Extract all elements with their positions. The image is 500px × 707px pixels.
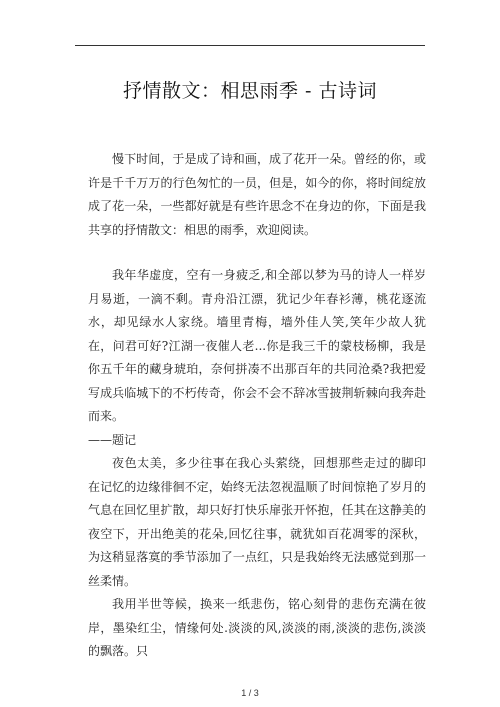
body-paragraph: 我用半世等候，换来一纸悲伤，铭心刻骨的悲伤充满在彼岸，墨染红尘，情缘何处.淡淡的风,淡淡的雨,淡淡的悲伤,淡淡的飘落。只 [88,597,426,658]
page-indicator: 1 / 3 [241,688,259,698]
header-divider [75,45,425,46]
article-body [88,148,451,664]
intro-paragraph: 慢下时间，于是成了诗和画，成了花开一朵。曾经的你，或许是千千万万的行色匆忙的一员，但是，如今的你，将时间绽放成了花一朵，一些都好就是有些许思念不在身边的你，下面是我共享的抒情散文：相思的雨季，欢迎阅读。 [88,152,426,237]
body-paragraph: 夜色太美，多少往事在我心头萦绕，回想那些走过的脚印 在记忆的边缘徘徊不定，始终无法忽视温顺了时间惊艳了岁月的气息在回忆里扩散，却只好打快乐扉张开怀抱，任其在这静美的夜空下，开出绝美的花朵,回忆往事，就犹如百花凋零的深秋，为这稍显落寞的季节添加了一点红，只是我始终无法感觉到那一丝柔情。 [88,456,451,588]
epigraph-signature: ——题记 [88,432,137,447]
epigraph-paragraph: 我年华虚度，空有一身疲乏,和全部以梦为马的诗人一样岁月易逝，一滴不剩。青舟沿江漂，犹记少年春衫薄，桃花逐流水，却见绿水人家绕。墙里青梅，墙外佳人笑,笑年少故人犹在，问君可好?江湖一夜催人老...你是我三千的蒙枝杨柳，我是你五千年的藏身琥珀，奈何拼凑不出那百年的共同沧桑?我把爱写成兵临城下的不朽传奇，你会不会不辞冰雪披荆斩棘向我奔赴而来。 [88,268,426,423]
page-title: 抒情散文：相思雨季 - 古诗词 [123,80,377,102]
